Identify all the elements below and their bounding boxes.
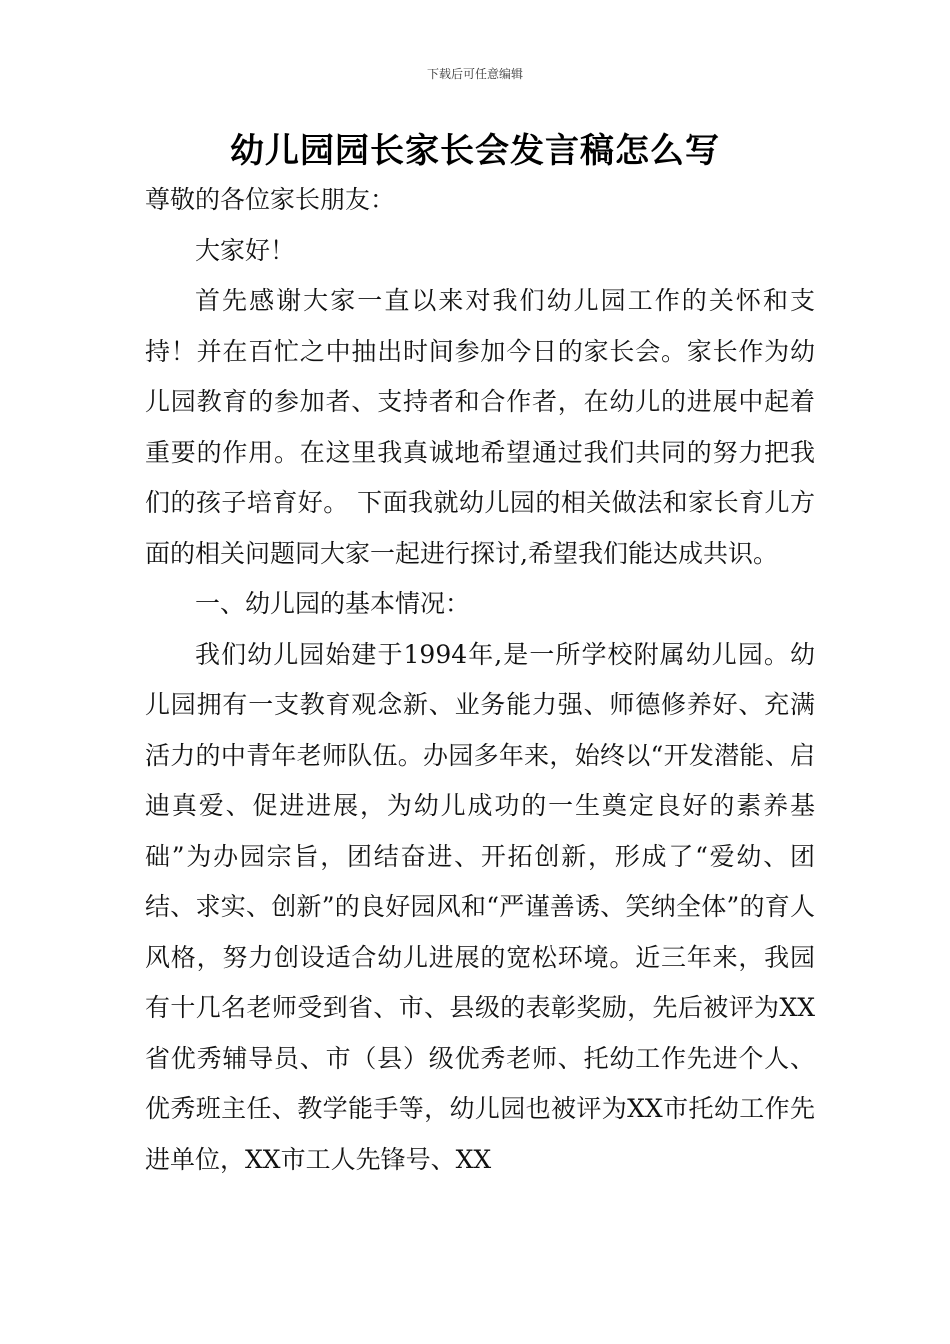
header-note: 下载后可任意编辑 — [426, 67, 523, 81]
paragraph-basic-info: 我们幼儿园始建于1994年,是一所学校附属幼儿园。幼儿园拥有一支教育观念新、业务能力强、师德修养好、充满活力的中青年老师队伍。办园多年来，始终以“开发潜能、启迪真爱、促进进展，为幼儿成功的一生奠定良好的素养基础”为办园宗旨，团结奋进、开拓创新，形成了“爱幼、团结、求实、创新”的良好园风和“严谨善诱、笑纳全体”的育人风格，努力创设适合幼儿进展的宽松环境。近三年来，我园有十几名老师受到省、市、县级的表彰奖励，先后被评为XX省优秀辅导员、市（县）级优秀老师、托幼工作先进个人、优秀班主任、教学能手等，幼儿园也被评为XX市托幼工作先进单位，XX市工人先锋号、XX — [145, 639, 815, 1174]
document-body — [145, 175, 815, 1185]
greeting: 大家好！ — [195, 235, 296, 265]
salutation: 尊敬的各位家长朋友： — [145, 185, 396, 214]
section-heading: 一、幼儿园的基本情况： — [195, 589, 471, 618]
document-title: 幼儿园园长家长会发言稿怎么写 — [230, 131, 720, 171]
paragraph-intro: 首先感谢大家一直以来对我们幼儿园工作的关怀和支持！并在百忙之中抽出时间参加今日的家长会。家长作为幼儿园教育的参加者、支持者和合作者，在幼儿的进展中起着重要的作用。在这里我真诚地希望通过我们共同的努力把我们的孩子培育好。 下面我就幼儿园的相关做法和家长育儿方面的相关问题同大家一起进行探讨,希望我们能达成共识。 — [145, 286, 815, 568]
